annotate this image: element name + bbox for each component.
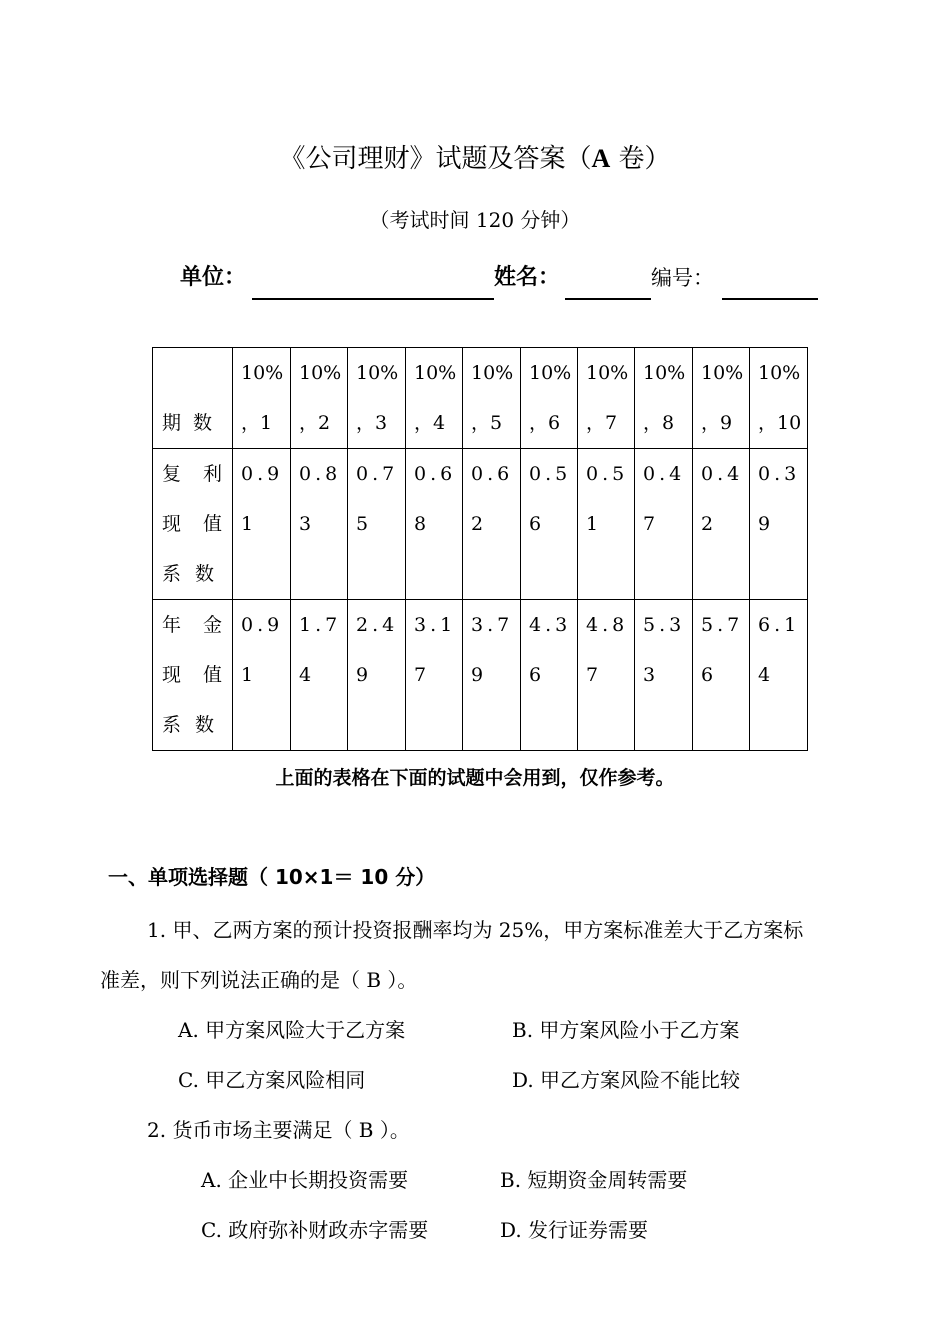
annuity-factor-cell-1: 0.9 1 [233, 600, 291, 751]
pv-factor-row [153, 449, 808, 600]
period-cell-6: 10% ，6 [521, 348, 578, 449]
number-label: 编号： [651, 266, 714, 290]
annuity-factor-cell-9: 5.7 6 [693, 600, 750, 751]
pv-factor-cell-10: 0.3 9 [750, 449, 808, 600]
annuity-factor-cell-10: 6.1 4 [750, 600, 808, 751]
question-1-line-1: 1. 甲、乙两方案的预计投资报酬率均为 25%，甲方案标准差大于乙方案标 [147, 918, 804, 942]
annuity-factor-cell-8: 5.3 3 [635, 600, 693, 751]
name-field[interactable] [565, 298, 651, 300]
pv-factor-cell-9: 0.4 2 [693, 449, 750, 600]
period-cell-10: 10% ，10 [750, 348, 808, 449]
periods-row-header: 期数 [153, 348, 233, 449]
annuity-factor-cell-6: 4.3 6 [521, 600, 578, 751]
unit-label: 单位： [180, 265, 247, 290]
period-cell-2: 10% ，2 [291, 348, 348, 449]
annuity-factor-cell-7: 4.8 7 [578, 600, 635, 751]
period-cell-4: 10% ，4 [406, 348, 463, 449]
question-1-option-c[interactable]: C. 甲乙方案风险相同 [178, 1068, 366, 1092]
title-text-2: 卷） [610, 144, 671, 174]
annuity-factor-cell-3: 2.4 9 [348, 600, 406, 751]
question-1-option-b[interactable]: B. 甲方案风险小于乙方案 [512, 1018, 740, 1042]
pv-factor-cell-6: 0.5 6 [521, 449, 578, 600]
period-cell-3: 10% ，3 [348, 348, 406, 449]
question-2-line-1: 2. 货币市场主要满足（ B ）。 [147, 1118, 410, 1142]
period-cell-7: 10% ，7 [578, 348, 635, 449]
question-2-option-c[interactable]: C. 政府弥补财政赤字需要 [201, 1218, 429, 1242]
annuity-factor-cell-4: 3.1 7 [406, 600, 463, 751]
pv-factor-cell-8: 0.4 7 [635, 449, 693, 600]
period-cell-1: 10% ，1 [233, 348, 291, 449]
question-2-option-a[interactable]: A. 企业中长期投资需要 [201, 1168, 409, 1192]
exam-title [0, 141, 950, 177]
exam-duration: （考试时间 120 分钟） [369, 208, 581, 232]
periods-row [153, 348, 808, 449]
annuity-factor-row-header: 年 金 现 值 系 数 [153, 600, 233, 751]
pv-factor-cell-5: 0.6 2 [463, 449, 521, 600]
unit-field[interactable] [252, 298, 494, 300]
period-cell-5: 10% ，5 [463, 348, 521, 449]
annuity-factor-row [153, 600, 808, 751]
table-note: 上面的表格在下面的试题中会用到，仅作参考。 [275, 767, 675, 789]
name-label: 姓名： [494, 265, 561, 290]
annuity-factor-cell-5: 3.7 9 [463, 600, 521, 751]
section-title: 一、单项选择题（ 10×1＝ 10 分） [108, 865, 436, 889]
question-2-option-b[interactable]: B. 短期资金周转需要 [500, 1168, 688, 1192]
number-field[interactable] [722, 298, 818, 300]
pv-factor-cell-4: 0.6 8 [406, 449, 463, 600]
pv-factor-row-header: 复 利 现 值 系 数 [153, 449, 233, 600]
title-paper-letter: A [591, 144, 611, 173]
question-1-line-2: 准差，则下列说法正确的是（ B ）。 [100, 968, 418, 992]
factor-table [152, 347, 808, 751]
pv-factor-cell-1: 0.9 1 [233, 449, 291, 600]
pv-factor-cell-3: 0.7 5 [348, 449, 406, 600]
pv-factor-cell-2: 0.8 3 [291, 449, 348, 600]
annuity-factor-cell-2: 1.7 4 [291, 600, 348, 751]
question-2-option-d[interactable]: D. 发行证券需要 [500, 1218, 649, 1242]
period-cell-8: 10% ，8 [635, 348, 693, 449]
period-cell-9: 10% ，9 [693, 348, 750, 449]
pv-factor-cell-7: 0.5 1 [578, 449, 635, 600]
question-1-option-d[interactable]: D. 甲乙方案风险不能比较 [512, 1068, 741, 1092]
title-text-1: 《公司理财》试题及答案（ [279, 144, 592, 174]
question-1-option-a[interactable]: A. 甲方案风险大于乙方案 [178, 1018, 406, 1042]
